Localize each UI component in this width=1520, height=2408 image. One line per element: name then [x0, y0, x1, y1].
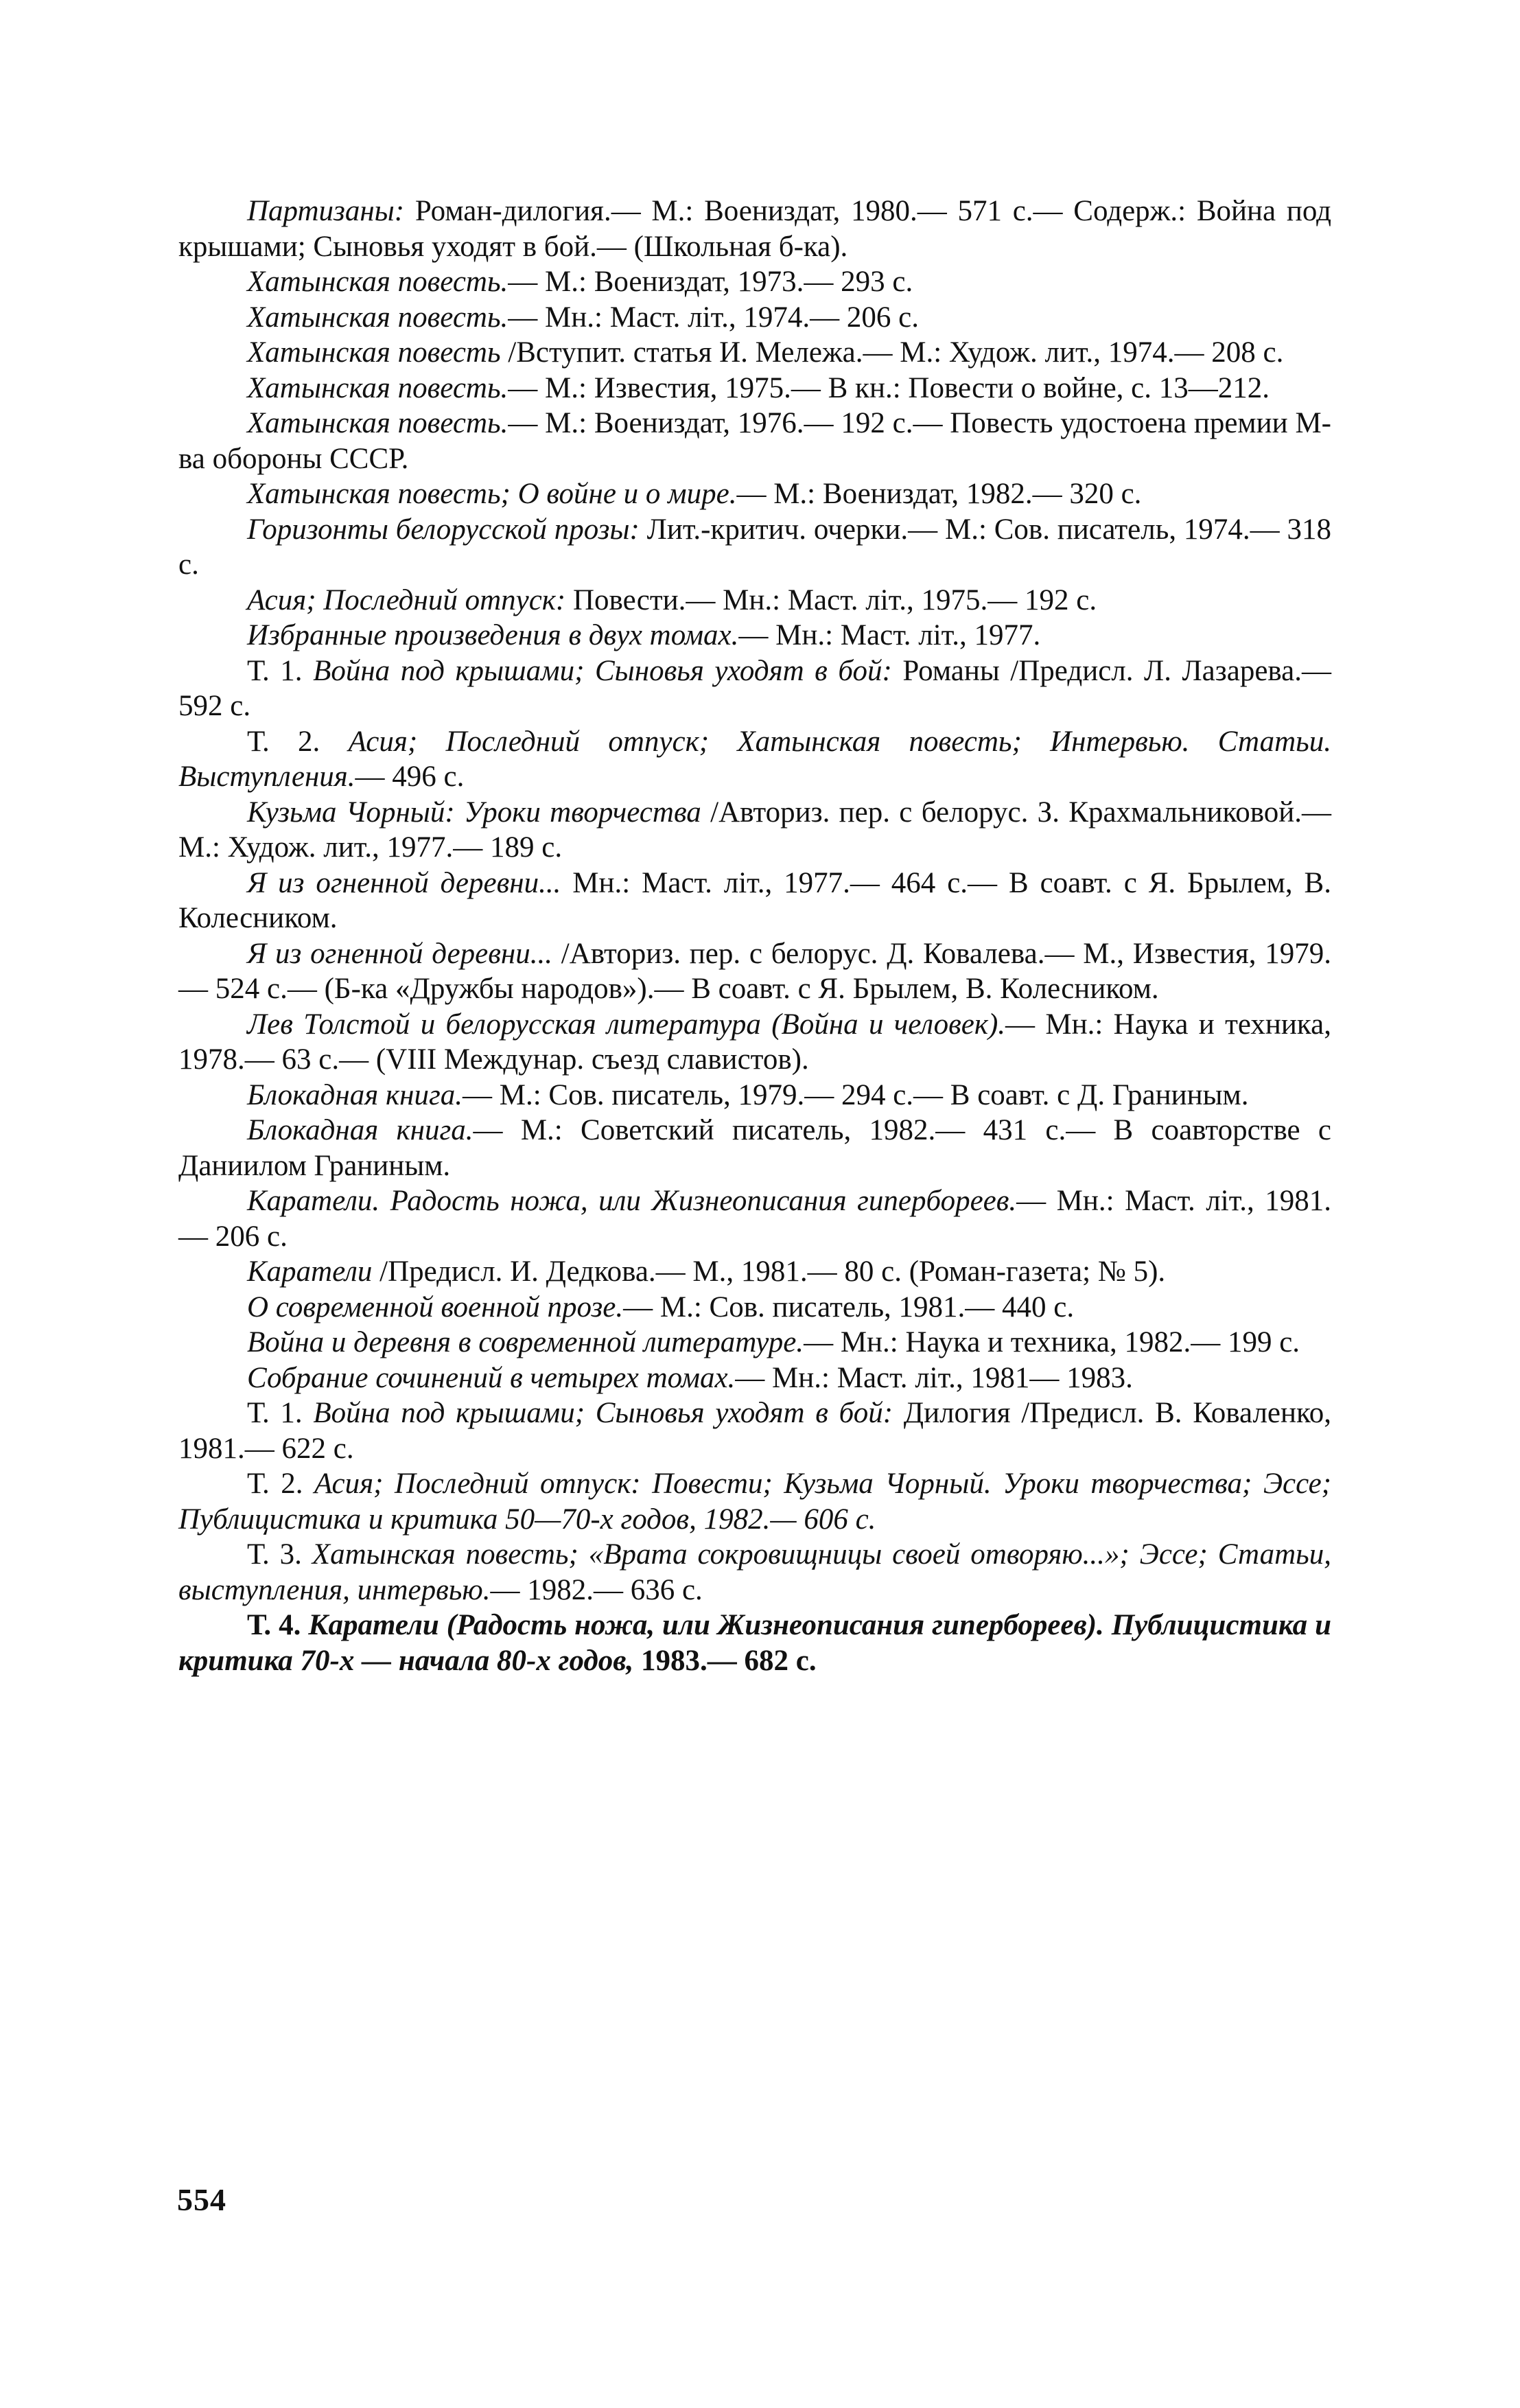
volume-label: Т. 3.	[247, 1538, 312, 1571]
bibliography-entry	[178, 618, 1331, 653]
bibliography-entry	[178, 335, 1331, 371]
bibliography-entry	[178, 512, 1331, 583]
work-title: Хатынская повесть.	[247, 301, 508, 334]
bibliography-list	[178, 194, 1331, 1678]
publication-details: — М.: Воениздат, 1982.— 320 с.	[736, 478, 1142, 510]
bibliography-entry	[178, 1608, 1331, 1678]
work-title: Партизаны:	[247, 195, 405, 227]
work-title: Война и деревня в современной литературе.	[247, 1326, 804, 1358]
publication-details: /Авториз. пер. с белорус. З. Крахмальниковой.— М.: Худож. лит., 1977.— 189 с.	[178, 796, 1331, 864]
bibliography-entry	[178, 371, 1331, 406]
publication-details: — Мн.: Наука и техника, 1978.— 63 с.— (VIII Междунар. съезд славистов).	[178, 1008, 1331, 1076]
publication-details: 1983.— 682 с.	[633, 1644, 817, 1677]
work-title: О современной военной прозе.	[247, 1290, 624, 1323]
work-title: Война под крышами; Сыновья уходят в бой:	[313, 654, 892, 687]
publication-details: — Мн.: Маст. літ., 1981— 1983.	[735, 1361, 1133, 1394]
work-title: Каратели	[247, 1255, 373, 1288]
publication-details: Дилогия /Предисл. В. Коваленко, 1981.— 622 с.	[178, 1397, 1331, 1465]
bibliography-entry	[178, 653, 1331, 724]
publication-details: — М.: Воениздат, 1973.— 293 с.	[508, 266, 913, 298]
bibliography-entry	[178, 936, 1331, 1007]
bibliography-entry	[178, 1078, 1331, 1113]
work-title: Кузьма Чорный: Уроки творчества	[247, 796, 701, 829]
volume-label: Т. 4.	[247, 1609, 309, 1641]
publication-details: — Мн.: Маст. літ., 1974.— 206 с.	[508, 301, 919, 334]
volume-label: Т. 1.	[247, 654, 314, 687]
bibliography-entry	[178, 1325, 1331, 1361]
publication-details: — Мн.: Маст. літ., 1977.	[738, 619, 1041, 651]
bibliography-entry	[178, 1183, 1331, 1254]
bibliography-entry	[178, 406, 1331, 476]
volume-label: Т. 2.	[247, 725, 349, 758]
work-title: Я из огненной деревни...	[247, 937, 552, 970]
bibliography-entry	[178, 1113, 1331, 1183]
work-title: Асия; Последний отпуск; Хатынская повесть; Интервью. Статьи. Выступления.	[178, 725, 1331, 793]
bibliography-entry	[178, 724, 1331, 795]
bibliography-entry	[178, 264, 1331, 300]
work-title: Хатынская повесть	[247, 336, 501, 369]
work-title: Блокадная книга.	[247, 1078, 463, 1111]
publication-details: Романы /Предисл. Л. Лазарева.— 592 с.	[178, 654, 1331, 722]
work-title: Хатынская повесть.	[247, 407, 508, 439]
publication-details: — Мн.: Наука и техника, 1982.— 199 с.	[804, 1326, 1300, 1358]
work-title: Асия; Последний отпуск:	[247, 583, 566, 616]
bibliography-entry	[178, 1466, 1331, 1537]
bibliography-entry	[178, 795, 1331, 866]
work-title: Хатынская повесть; О войне и о мире.	[247, 478, 737, 510]
bibliography-entry	[178, 1007, 1331, 1078]
publication-details: — М.: Воениздат, 1976.— 192 с.— Повесть удостоена премии М-ва обороны СССР.	[178, 407, 1332, 475]
bibliography-entry	[178, 194, 1331, 264]
volume-label: Т. 2.	[247, 1468, 314, 1500]
bibliography-entry	[178, 300, 1331, 336]
publication-details: /Вступит. статья И. Мележа.— М.: Худож. лит., 1974.— 208 с.	[500, 336, 1284, 369]
publication-details: /Авториз. пер. с белорус. Д. Ковалева.— М., Известия, 1979.— 524 с.— (Б-ка «Дружбы народов»).— В соавт. с Я. Брылем, В. Колесником.	[178, 937, 1331, 1005]
publication-details: — М.: Известия, 1975.— В кн.: Повести о войне, с. 13—212.	[508, 371, 1270, 404]
work-title: Хатынская повесть; «Врата сокровищницы своей отворяю...»; Эссе; Статьи, выступления, интервью.	[178, 1538, 1331, 1606]
work-title: Избранные произведения в двух томах.	[247, 619, 739, 651]
publication-details: — М.: Сов. писатель, 1979.— 294 с.— В соавт. с Д. Граниным.	[462, 1078, 1249, 1111]
publication-details: — М.: Советский писатель, 1982.— 431 с.— В соавторстве с Даниилом Граниным.	[178, 1114, 1332, 1182]
publication-details: — 1982.— 636 с.	[490, 1573, 703, 1606]
work-title: Горизонты белорусской прозы:	[247, 513, 640, 546]
work-title: Блокадная книга.	[247, 1114, 473, 1146]
publication-details: Повести.— Мн.: Маст. літ., 1975.— 192 с.	[565, 583, 1097, 616]
publication-details: — 496 с.	[355, 761, 465, 793]
publication-details: Роман-дилогия.— М.: Воениздат, 1980.— 571 с.— Содерж.: Война под крышами; Сыновья уходят в бой.— (Школьная б-ка).	[178, 195, 1331, 263]
work-title: Лев Толстой и белорусская литература (Война и человек).	[247, 1008, 1006, 1041]
work-title: Асия; Последний отпуск: Повести; Кузьма Чорный. Уроки творчества; Эссе; Публицистика и критика 50—70-х годов, 1982.— 606 с.	[178, 1468, 1331, 1536]
work-title: Каратели. Радость ножа, или Жизнеописания гипербореев.	[247, 1185, 1017, 1217]
work-title: Хатынская повесть.	[247, 371, 508, 404]
work-title: Каратели (Радость ножа, или Жизнеописания гипербореев). Публицистика и критика 70-х — начала 80-х годов,	[178, 1609, 1331, 1677]
bibliography-entry	[178, 866, 1331, 936]
publication-details: — Мн.: Маст. літ., 1981.— 206 с.	[178, 1185, 1331, 1253]
publication-details: Мн.: Маст. літ., 1977.— 464 с.— В соавт. с Я. Брылем, В. Колесником.	[178, 866, 1331, 934]
bibliography-entry	[178, 583, 1331, 618]
work-title: Война под крышами; Сыновья уходят в бой:	[313, 1397, 893, 1429]
bibliography-entry	[178, 1537, 1331, 1608]
page-number: 554	[177, 2182, 226, 2217]
work-title: Я из огненной деревни...	[247, 866, 561, 899]
bibliography-entry	[178, 1361, 1331, 1396]
work-title: Собрание сочинений в четырех томах.	[247, 1361, 736, 1394]
volume-label: Т. 1.	[247, 1397, 314, 1429]
publication-details: — М.: Сов. писатель, 1981.— 440 с.	[623, 1290, 1075, 1323]
bibliography-entry	[178, 1290, 1331, 1325]
bibliography-entry	[178, 1254, 1331, 1290]
publication-details: Лит.-критич. очерки.— М.: Сов. писатель, 1974.— 318 с.	[178, 513, 1331, 581]
publication-details: /Предисл. И. Дедкова.— М., 1981.— 80 с. (Роман-газета; № 5).	[372, 1255, 1166, 1288]
bibliography-entry	[178, 476, 1331, 512]
bibliography-entry	[178, 1396, 1331, 1466]
work-title: Хатынская повесть.	[247, 266, 508, 298]
